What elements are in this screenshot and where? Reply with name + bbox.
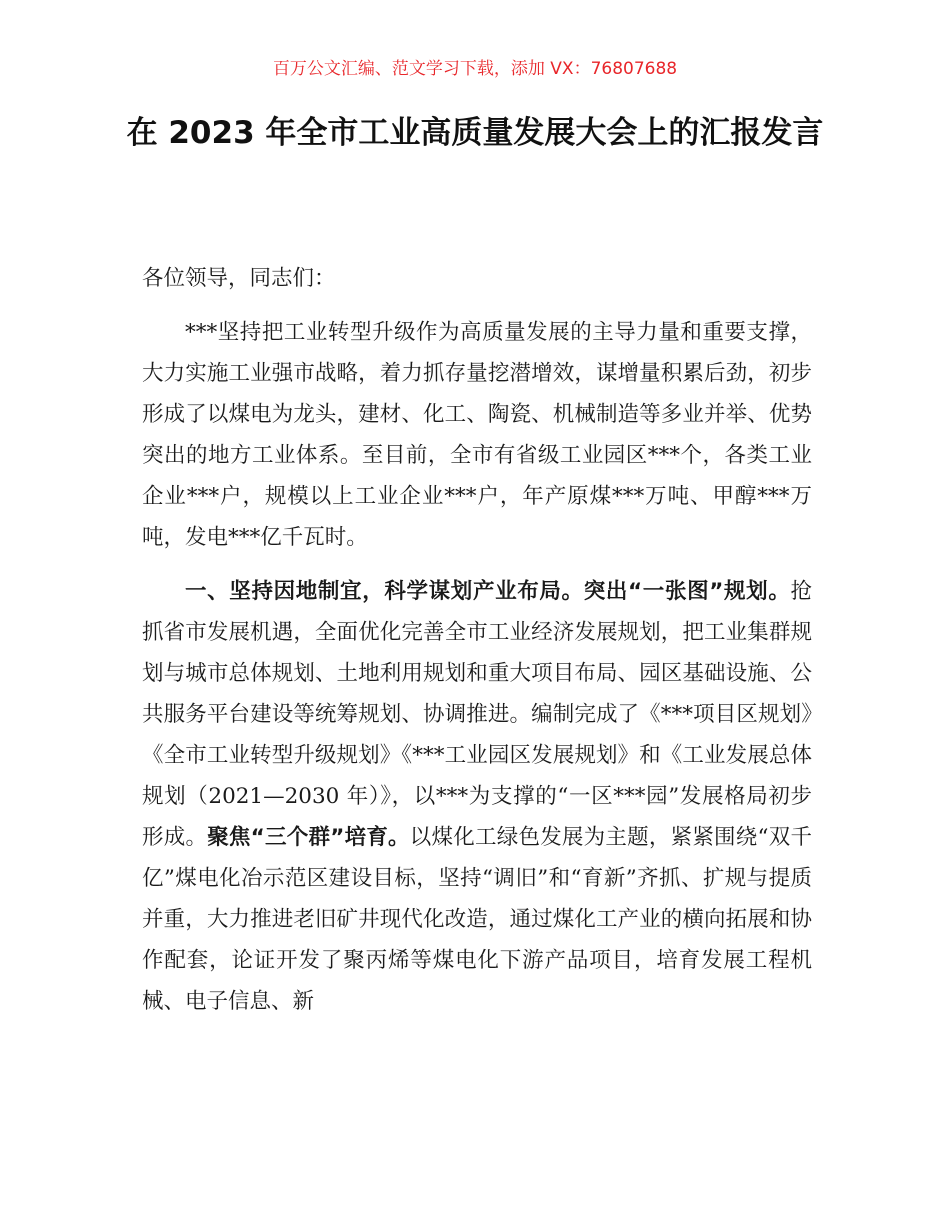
document-title: 在 2023 年全市工业高质量发展大会上的汇报发言 <box>126 115 824 151</box>
header-note: 百万公文汇编、范文学习下载，添加 VX：76807688 <box>272 59 678 79</box>
section-1-sub2-text: 以煤化工绿色发展为主题，紧紧围绕“双千亿”煤电化冶示范区建设目标，坚持“调旧”和“育新”齐抓、扩规与提质并重，大力推进老旧矿井现代化改造，通过煤化工产业的横向拓展和协作配套，论证开发了聚丙烯等煤电化下游产品项目，培育发展工程机械、电子信息、新 <box>142 825 812 1014</box>
document-body <box>142 258 812 1035</box>
section-1-paragraph <box>142 571 812 1022</box>
section-1-sub1-heading: 突出“一张图”规划。 <box>583 579 791 604</box>
section-1-sub2-heading: 聚焦“三个群”培育。 <box>207 825 410 850</box>
section-1-heading: 一、坚持因地制宜，科学谋划产业布局。 <box>185 579 584 604</box>
intro-paragraph: ***坚持把工业转型升级作为高质量发展的主导力量和重要支撑，大力实施工业强市战略，着力抓存量挖潜增效，谋增量积累后劲，初步形成了以煤电为龙头，建材、化工、陶瓷、机械制造等多业并举、优势突出的地方工业体系。至目前，全市有省级工业园区***个，各类工业企业***户，规模以上工业企业***户，年产原煤***万吨、甲醇***万吨，发电***亿千瓦时。 <box>142 320 812 550</box>
section-1-sub1-text: 抢抓省市发展机遇，全面优化完善全市工业经济发展规划，把工业集群规划与城市总体规划、土地利用规划和重大项目布局、园区基础设施、公共服务平台建设等统筹规划、协调推进。编制完成了《***项目区规划》《全市工业转型升级规划》《***工业园区发展规划》和《工业发展总体规划（2021—2030 年）》，以***为支撑的“一区***园”发展格局初步形成。 <box>142 579 812 850</box>
salutation: 各位领导，同志们： <box>142 266 336 291</box>
